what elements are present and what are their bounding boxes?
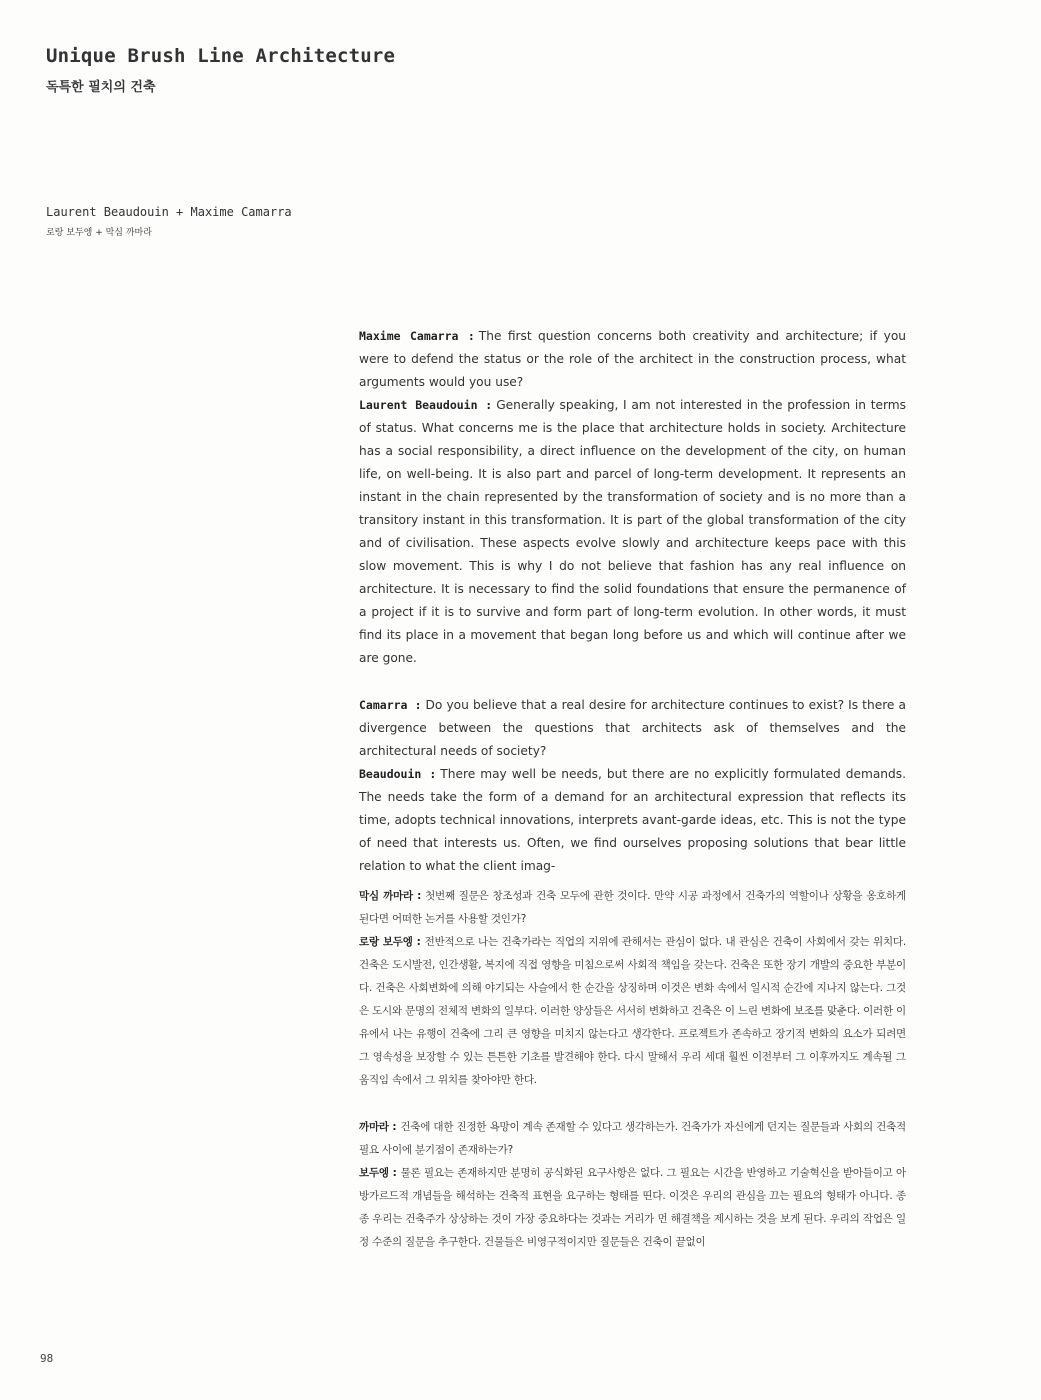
page-title: Unique Brush Line Architecture bbox=[46, 45, 396, 67]
speaker-label: Laurent Beaudouin : bbox=[359, 398, 493, 412]
paragraph-text: The first question concerns both creativity and architecture; if you were to defend the status or the role of the architect in the construction process, what arguments would you use? bbox=[359, 329, 906, 389]
page-subtitle-korean: 독특한 필치의 건축 bbox=[46, 80, 156, 95]
korean-interview bbox=[359, 885, 906, 1254]
korean-paragraph bbox=[359, 931, 906, 1092]
korean-paragraph bbox=[359, 885, 906, 931]
english-interview bbox=[359, 325, 906, 878]
korean-paragraph bbox=[359, 1162, 906, 1254]
paragraph-text: 물론 필요는 존재하지만 분명히 공식화된 요구사항은 없다. 그 필요는 시간을 반영하고 기술혁신을 받아들이고 아방가르드적 개념들을 해석하는 건축적 표현을 요구하는 형태를 띤다. 이것은 우리의 관심을 끄는 필요의 형태가 아니다. 종종 우리는 건축주가 상상하는 것이 가장 중요하다는 것과는 거리가 먼 해결책을 제시하는 것을 보게 된다. 우리의 작업은 일정 수준의 질문을 추구한다. 건물들은 비영구적이지만 질문들은 건축이 끝없이 bbox=[359, 1167, 906, 1248]
speaker-label: 보두엥 : bbox=[359, 1167, 397, 1179]
speaker-label: Maxime Camarra : bbox=[359, 329, 475, 343]
paragraph-text: Do you believe that a real desire for architecture continues to exist? Is there a divergence between the questions that architects ask of themselves and the architectural needs of society? bbox=[359, 698, 906, 758]
speaker-label: Camarra : bbox=[359, 698, 422, 712]
english-paragraph bbox=[359, 763, 906, 878]
paragraph-text: 전반적으로 나는 건축가라는 직업의 지위에 관해서는 관심이 없다. 내 관심은 건축이 사회에서 갖는 위치다. 건축은 도시발전, 인간생활, 복지에 직접 영향을 미침으로써 사회적 책임을 갖는다. 건축은 또한 장기 개발의 중요한 부분이다. 건축은 사회변화에 의해 야기되는 사슬에서 한 순간을 상징하며 이것은 변화 속에서 일시적 순간에 지나지 않는다. 그것은 도시와 문명의 전체적 변화의 일부다. 이러한 양상들은 서서히 변화하고 건축은 이 느린 변화에 보조를 맞춘다. 이러한 이유에서 나는 유행이 건축에 그리 큰 영향을 미치지 않는다고 생각한다. 프로젝트가 존속하고 장기적 변화의 요소가 되려면 그 영속성을 보장할 수 있는 튼튼한 기초를 발견해야 한다. 다시 말해서 우리 세대 훨씬 이전부터 그 이후까지도 계속될 그 움직임 속에서 그 위치를 찾아야만 한다. bbox=[359, 936, 907, 1086]
speaker-label: 로랑 보두엥 : bbox=[359, 936, 421, 948]
speaker-label: Beaudouin : bbox=[359, 767, 437, 781]
authors-korean: 로랑 보두엥 + 막심 까마라 bbox=[46, 228, 152, 238]
korean-paragraph bbox=[359, 1116, 906, 1162]
speaker-label: 까마라 : bbox=[359, 1121, 397, 1133]
paragraph-text: 건축에 대한 진정한 욕망이 계속 존재할 수 있다고 생각하는가. 건축가가 자신에게 던지는 질문들과 사회의 건축적 필요 사이에 분기점이 존재하는가? bbox=[359, 1121, 906, 1156]
paragraph-text: 첫번째 질문은 창조성과 건축 모두에 관한 것이다. 만약 시공 과정에서 건축가의 역할이나 상황을 옹호하게 된다면 어떠한 논거를 사용할 것인가? bbox=[359, 890, 906, 925]
english-paragraph bbox=[359, 394, 906, 670]
paragraph-text: There may well be needs, but there are no explicitly formulated demands. The needs take the form of a demand for an architectural expression that reflects its time, adopts technical innovations, interprets avant-garde ideas, etc. This is not the type of need that interests us. Often, we find ourselves proposing solutions that bear little relation to what the client imag- bbox=[359, 767, 906, 873]
english-paragraph bbox=[359, 325, 906, 394]
authors-english: Laurent Beaudouin + Maxime Camarra bbox=[46, 205, 292, 219]
speaker-label: 막심 까마라 : bbox=[359, 890, 422, 902]
english-paragraph bbox=[359, 694, 906, 763]
page-number: 98 bbox=[40, 1352, 54, 1365]
paragraph-text: Generally speaking, I am not interested in the profession in terms of status. What concerns me is the place that architecture holds in society. Architecture has a social responsibility, a direct influence on the development of the city, on human life, on well-being. It is also part and parcel of long-term development. It represents an instant in the chain represented by the transformation of society and is no more than a transitory instant in this transformation. It is part of the global transformation of the city and of civilisation. These aspects evolve slowly and architecture keeps pace with this slow movement. This is why I do not believe that fashion has any real influence on architecture. It is necessary to find the solid foundations that ensure the permanence of a project if it is to survive and form part of long-term evolution. In other words, it must find its place in a movement that began long before us and which will continue after we are gone. bbox=[359, 398, 906, 665]
